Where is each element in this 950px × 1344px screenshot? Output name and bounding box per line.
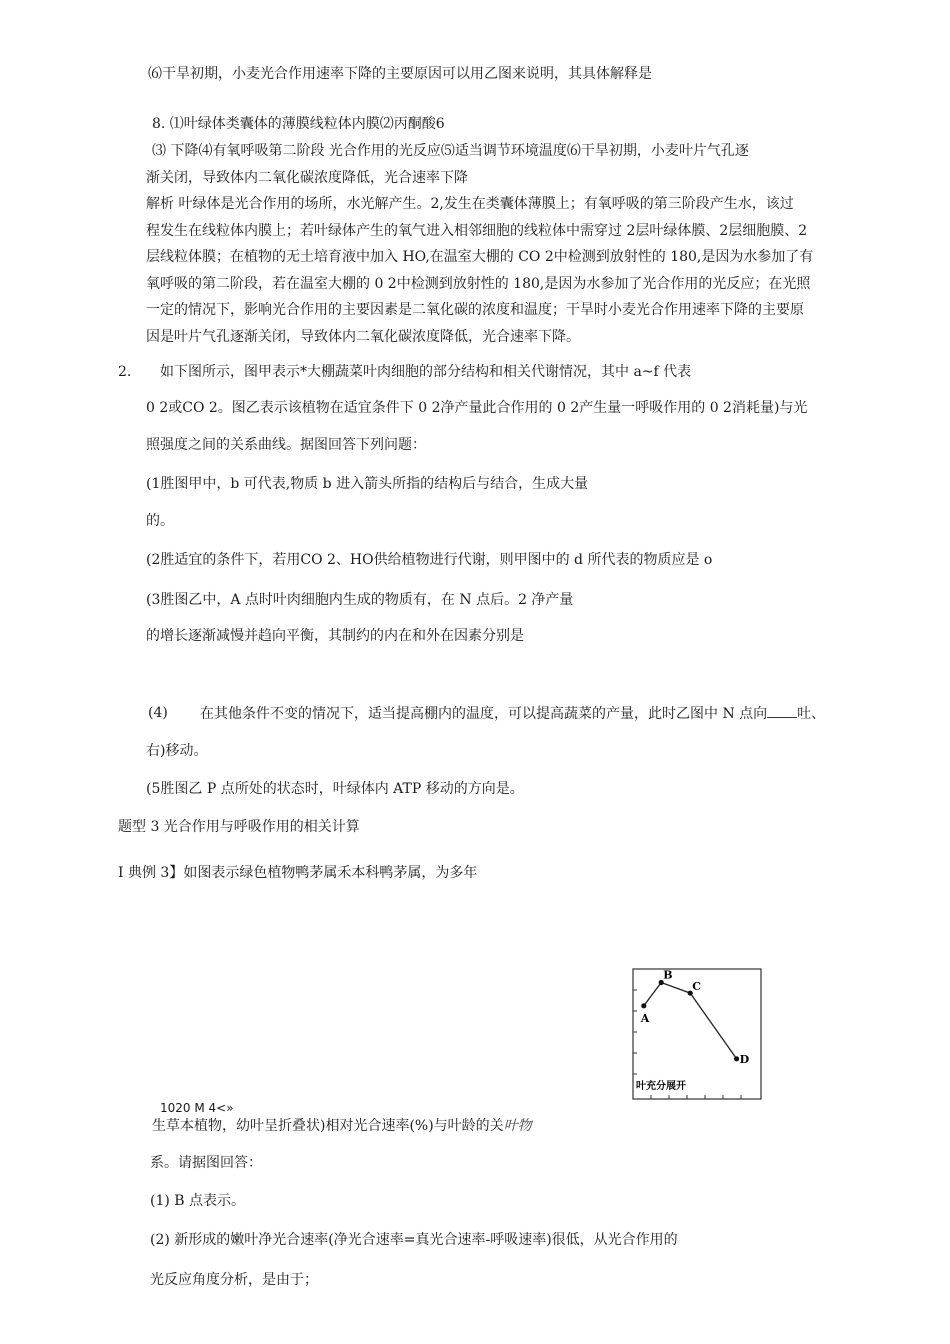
explanation-line-1: 解析 叶绿体是光合作用的场所，水光解产生。2,发生在类囊体薄膜上；有氧呼吸的第三阶段产生水，该过 — [146, 196, 794, 212]
point-label-a: A — [640, 1011, 650, 1025]
sub-question-1-line-1: (1胜图甲中，b 可代表,物质 b 进入箭头所指的结构后与结合，生成大量 — [146, 476, 589, 492]
sub-question-2: (2胜适宜的条件下，若用CO 2、HO供给植物进行代谢，则甲图中的 d 所代表的物质应是 o — [146, 552, 713, 568]
example-3-line-3: 系。请据图回答： — [150, 1155, 262, 1171]
sub-question-4-line-1 — [200, 703, 825, 724]
sub-question-4-number: (4) — [148, 705, 168, 721]
sub-question-4-post: 吐、 — [797, 706, 826, 722]
answer-blank[interactable] — [767, 703, 797, 718]
x-axis-label: 叶充分展开 — [636, 1081, 686, 1092]
chart-svg — [632, 968, 762, 1100]
answer-8-line-2: ⑶ 下降⑷有氧呼吸第二阶段 光合作用的光反应⑸适当调节环境温度⑹干旱初期，小麦叶片气孔逐 — [152, 143, 749, 159]
example-3-intro: I 典例 3】如图表示绿色植物鸭茅属禾本科鸭茅属，为多年 — [118, 865, 478, 881]
answer-8-line-1: 8. ⑴叶绿体类囊体的薄膜线粒体内膜⑵丙酮酸6 — [152, 116, 445, 132]
point-label-d: D — [739, 1052, 750, 1066]
example-3-line-2-text: 生草本植物，幼叶呈折叠状)相对光合速率(%)与叶龄的关 — [152, 1118, 504, 1134]
explanation-line-2: 程发生在线粒体内膜上；若叶绿体产生的氧气进入相邻细胞的线粒体中需穿过 2层叶绿体膜、2层细胞膜、2 — [146, 223, 808, 239]
sub-question-4-line-2: 右)移动。 — [146, 743, 208, 759]
example-3-question-2-line-2: 光反应角度分析，是由于； — [150, 1272, 318, 1288]
question-2-line-2: 0 2或CO 2。图乙表示该植物在适宜条件下 0 2净产量此合作用的 0 2产生量一呼吸作用的 0 2消耗量)与光 — [146, 400, 808, 416]
sub-question-5: (5胜图乙 P 点所处的状态时，叶绿体内 ATP 移动的方向是。 — [146, 781, 524, 797]
question-2-line-3: 照强度之间的关系曲线。据图回答下列问题： — [146, 437, 426, 453]
sub-question-4-pre: 在其他条件不变的情况下，适当提高棚内的温度，可以提高蔬菜的产量，此时乙图中 N 点向 — [200, 706, 768, 722]
section-heading-type-3: 题型 3 光合作用与呼吸作用的相关计算 — [118, 819, 360, 835]
point-label-b: B — [663, 968, 673, 982]
example-3-question-2-line-1: (2) 新形成的嫩叶净光合速率(净光合速率=真光合速率-呼吸速率)很低，从光合作用的 — [150, 1232, 678, 1248]
data-point-a — [641, 1003, 646, 1008]
axis-misc-label: 1020 M 4<» — [160, 1101, 234, 1115]
sub-question-3-line-2: 的增长逐渐减慢并趋向平衡，其制约的内在和外在因素分别是 — [146, 628, 524, 644]
explanation-line-5: 一定的情况下，影响光合作用的主要因素是二氧化碳的浓度和温度；干旱时小麦光合作用速率下降的主要原 — [146, 302, 804, 318]
question-6-text: ⑹干旱初期，小麦光合作用速率下降的主要原因可以用乙图来说明，其具体解释是 — [148, 66, 652, 82]
question-2-line-1: 如下图所示，图甲表示*大棚蔬菜叶肉细胞的部分结构和相关代谢情况，其中 a~f 代表 — [160, 364, 692, 380]
explanation-line-6: 因是叶片气孔逐渐关闭，导致体内二氧化碳浓度降低，光合速率下降。 — [146, 329, 580, 345]
point-label-c: C — [692, 980, 701, 994]
data-point-d — [734, 1056, 739, 1061]
sub-question-1-line-2: 的。 — [146, 513, 174, 529]
explanation-line-4: 氧呼吸的第二阶段，若在温室大棚的 0 2中检测到放射性的 180,是因为水参加了光合作用的光反应；在光照 — [146, 276, 811, 292]
example-3-question-1: (1) B 点表示。 — [150, 1193, 246, 1209]
example-3-line-2-italic: 叶物 — [503, 1118, 532, 1134]
answer-8-line-3: 渐关闭，导致体内二氧化碳浓度降低，光合速率下降 — [146, 170, 468, 186]
leaf-age-chart — [632, 968, 762, 1100]
sub-question-3-line-1: (3胜图乙中，A 点时叶肉细胞内生成的物质有，在 N 点后。2 净产量 — [146, 592, 574, 608]
data-points — [640, 968, 750, 1065]
example-3-line-2 — [152, 1116, 532, 1136]
question-2-number: 2. — [118, 364, 132, 380]
explanation-line-3: 层线粒体膜；在植物的无土培育液中加入 HO,在温室大棚的 CO 2中检测到放射性的 180,是因为水参加了有 — [146, 249, 814, 265]
